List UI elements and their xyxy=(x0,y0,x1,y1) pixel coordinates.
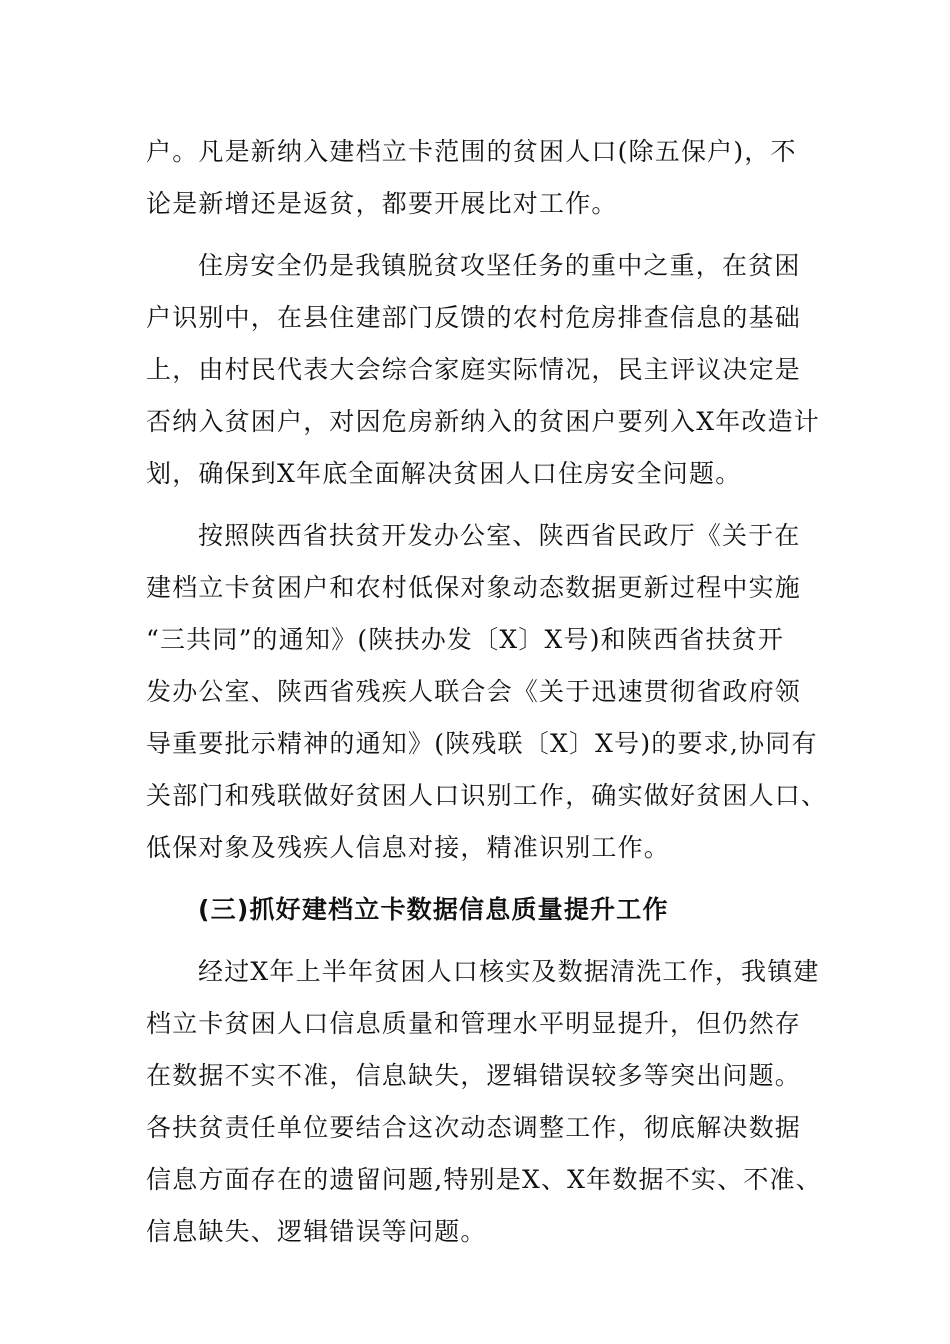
section-heading-text: (三)抓好建档立卡数据信息质量提升工作 xyxy=(198,895,669,924)
text-line: 住房安全仍是我镇脱贫攻坚任务的重中之重，在贫困 xyxy=(198,251,801,280)
text-line: 信息缺失、逻辑错误等问题。 xyxy=(146,1217,487,1246)
text-line: 经过X年上半年贫困人口核实及数据清洗工作，我镇建 xyxy=(198,957,820,986)
section-heading xyxy=(146,884,810,936)
text-line: 发办公室、陕西省残疾人联合会《关于迅速贯彻省政府领 xyxy=(146,677,802,706)
text-line: 各扶贫责任单位要结合这次动态调整工作，彻底解决数据 xyxy=(146,1113,802,1142)
text-line: 划，确保到X年底全面解决贫困人口住房安全问题。 xyxy=(146,459,742,488)
text-line: 否纳入贫困户，对因危房新纳入的贫困户要列入X年改造计 xyxy=(146,407,821,436)
text-line: 档立卡贫困人口信息质量和管理水平明显提升，但仍然存 xyxy=(146,1009,802,1038)
text-line: 在数据不实不准，信息缺失，逻辑错误较多等突出问题。 xyxy=(146,1061,802,1090)
text-line: 信息方面存在的遗留问题,特别是X、X年数据不实、不准、 xyxy=(146,1165,822,1194)
text-line: “三共同”的通知》(陕扶办发〔X〕X号)和陕西省扶贫开 xyxy=(146,625,785,654)
document-body xyxy=(146,126,828,1258)
text-line: 户。凡是新纳入建档立卡范围的贫困人口(除五保户)，不 xyxy=(146,137,797,166)
paragraph-continuation xyxy=(146,126,810,230)
text-line: 关部门和残联做好贫困人口识别工作，确实做好贫困人口、 xyxy=(146,781,828,810)
text-line: 低保对象及残疾人信息对接，精准识别工作。 xyxy=(146,833,671,862)
text-line: 导重要批示精神的通知》(陕残联〔X〕X号)的要求,协同有 xyxy=(146,729,818,758)
text-line: 户识别中，在县住建部门反馈的农村危房排查信息的基础 xyxy=(146,303,802,332)
paragraph-data-quality xyxy=(146,946,822,1258)
paragraph-notice-reference xyxy=(146,510,828,874)
paragraph-housing-safety xyxy=(146,240,821,500)
text-line: 建档立卡贫困户和农村低保对象动态数据更新过程中实施 xyxy=(146,573,802,602)
text-line: 论是新增还是返贫，都要开展比对工作。 xyxy=(146,189,618,218)
text-line: 按照陕西省扶贫开发办公室、陕西省民政厅《关于在 xyxy=(198,521,801,550)
text-line: 上，由村民代表大会综合家庭实际情况，民主评议决定是 xyxy=(146,355,802,384)
